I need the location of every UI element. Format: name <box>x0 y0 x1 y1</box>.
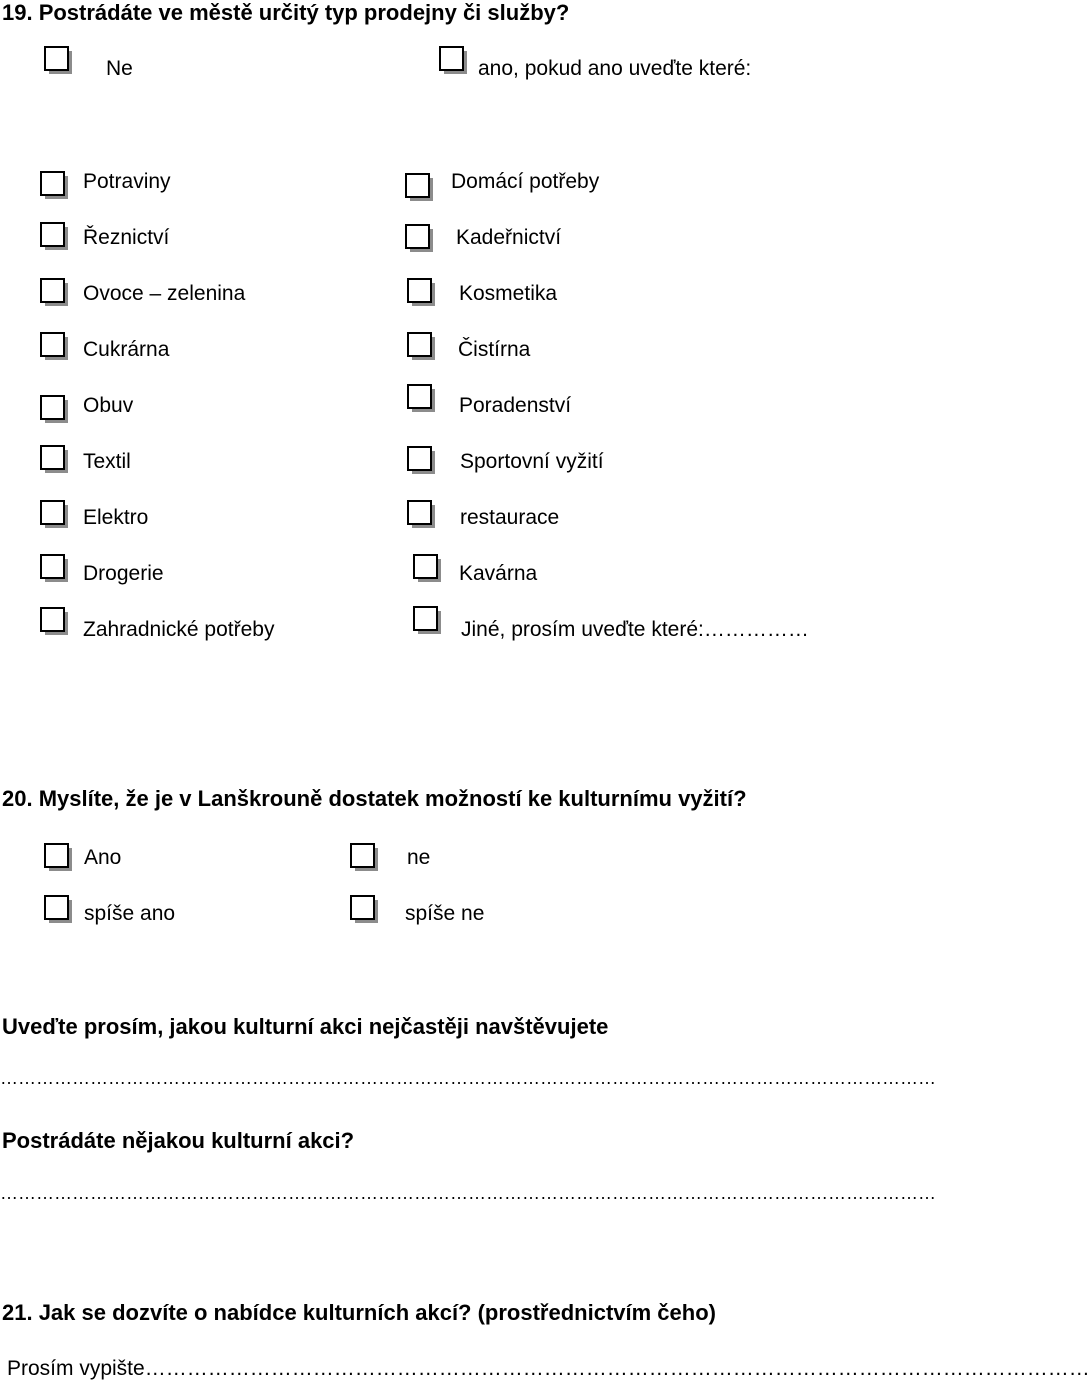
checkbox-spise-ano[interactable] <box>44 895 69 920</box>
checkbox-kadernictvi[interactable] <box>405 224 430 249</box>
option-domaci-potreby: Domácí potřeby <box>451 170 600 193</box>
option-poradenstvi: Poradenství <box>459 394 572 417</box>
checkbox-obuv[interactable] <box>40 395 65 420</box>
option-ne: ne <box>407 846 431 869</box>
question-21-title: 21. Jak se dozvíte o nabídce kulturních akcí? (prostřednictvím čeho) <box>2 1300 716 1325</box>
checkbox-ano-20[interactable] <box>44 843 69 868</box>
checkbox-ne-20[interactable] <box>350 843 375 868</box>
option-potraviny: Potraviny <box>83 170 171 193</box>
option-ano-label: ano, pokud ano uveďte které: <box>478 57 752 80</box>
checkbox-jine[interactable] <box>413 606 438 631</box>
option-ne-label: Ne <box>106 57 133 80</box>
checkbox-kosmetika[interactable] <box>407 278 432 303</box>
option-ano: Ano <box>84 846 122 869</box>
option-kosmetika: Kosmetika <box>459 282 558 305</box>
answer-line-q21[interactable]: Prosím vypište……………………………………………………………………………………………………………………… <box>7 1357 1090 1380</box>
question-19-title: 19. Postrádáte ve městě určitý typ prodejny či služby? <box>2 0 570 25</box>
option-reznictvi: Řeznictví <box>83 226 170 249</box>
checkbox-restaurace[interactable] <box>407 500 432 525</box>
option-zahradnicke-potreby: Zahradnické potřeby <box>83 618 275 641</box>
checkbox-spise-ne[interactable] <box>350 895 375 920</box>
option-kavarna: Kavárna <box>459 562 538 585</box>
checkbox-elektro[interactable] <box>40 500 65 525</box>
checkbox-domaci-potreby[interactable] <box>405 173 430 198</box>
option-obuv: Obuv <box>83 394 134 417</box>
checkbox-potraviny[interactable] <box>40 171 65 196</box>
option-textil: Textil <box>83 450 131 473</box>
option-spise-ano: spíše ano <box>84 902 176 925</box>
option-drogerie: Drogerie <box>83 562 164 585</box>
option-sportovni-vyziti: Sportovní vyžití <box>460 450 604 473</box>
checkbox-drogerie[interactable] <box>40 554 65 579</box>
option-restaurace: restaurace <box>460 506 560 529</box>
culture-prompt-missing: Postrádáte nějakou kulturní akci? <box>2 1128 355 1153</box>
culture-prompt-frequent: Uveďte prosím, jakou kulturní akci nejčastěji navštěvujete <box>2 1014 609 1039</box>
answer-line-frequent[interactable]: ………………………………………………………………………………………………………………………………………… <box>0 1068 936 1088</box>
option-jine: Jiné, prosím uveďte které:…………… <box>461 618 809 641</box>
checkbox-ano[interactable] <box>439 46 464 71</box>
checkbox-textil[interactable] <box>40 445 65 470</box>
option-elektro: Elektro <box>83 506 149 529</box>
answer-line-missing[interactable]: ………………………………………………………………………………………………………………………………………… <box>0 1183 936 1203</box>
option-ovoce-zelenina: Ovoce – zelenina <box>83 282 246 305</box>
option-spise-ne: spíše ne <box>405 902 485 925</box>
checkbox-zahradnicke-potreby[interactable] <box>40 607 65 632</box>
option-kadernictvi: Kadeřnictví <box>456 226 562 249</box>
checkbox-kavarna[interactable] <box>413 554 438 579</box>
question-20-title: 20. Myslíte, že je v Lanškrouně dostatek možností ke kulturnímu vyžití? <box>2 786 747 811</box>
option-cistirna: Čistírna <box>458 338 531 361</box>
checkbox-ovoce-zelenina[interactable] <box>40 278 65 303</box>
checkbox-cukrarna[interactable] <box>40 332 65 357</box>
checkbox-ne[interactable] <box>44 46 69 71</box>
checkbox-reznictvi[interactable] <box>40 222 65 247</box>
checkbox-poradenstvi[interactable] <box>407 384 432 409</box>
checkbox-sportovni-vyziti[interactable] <box>407 446 432 471</box>
option-cukrarna: Cukrárna <box>83 338 170 361</box>
checkbox-cistirna[interactable] <box>407 332 432 357</box>
